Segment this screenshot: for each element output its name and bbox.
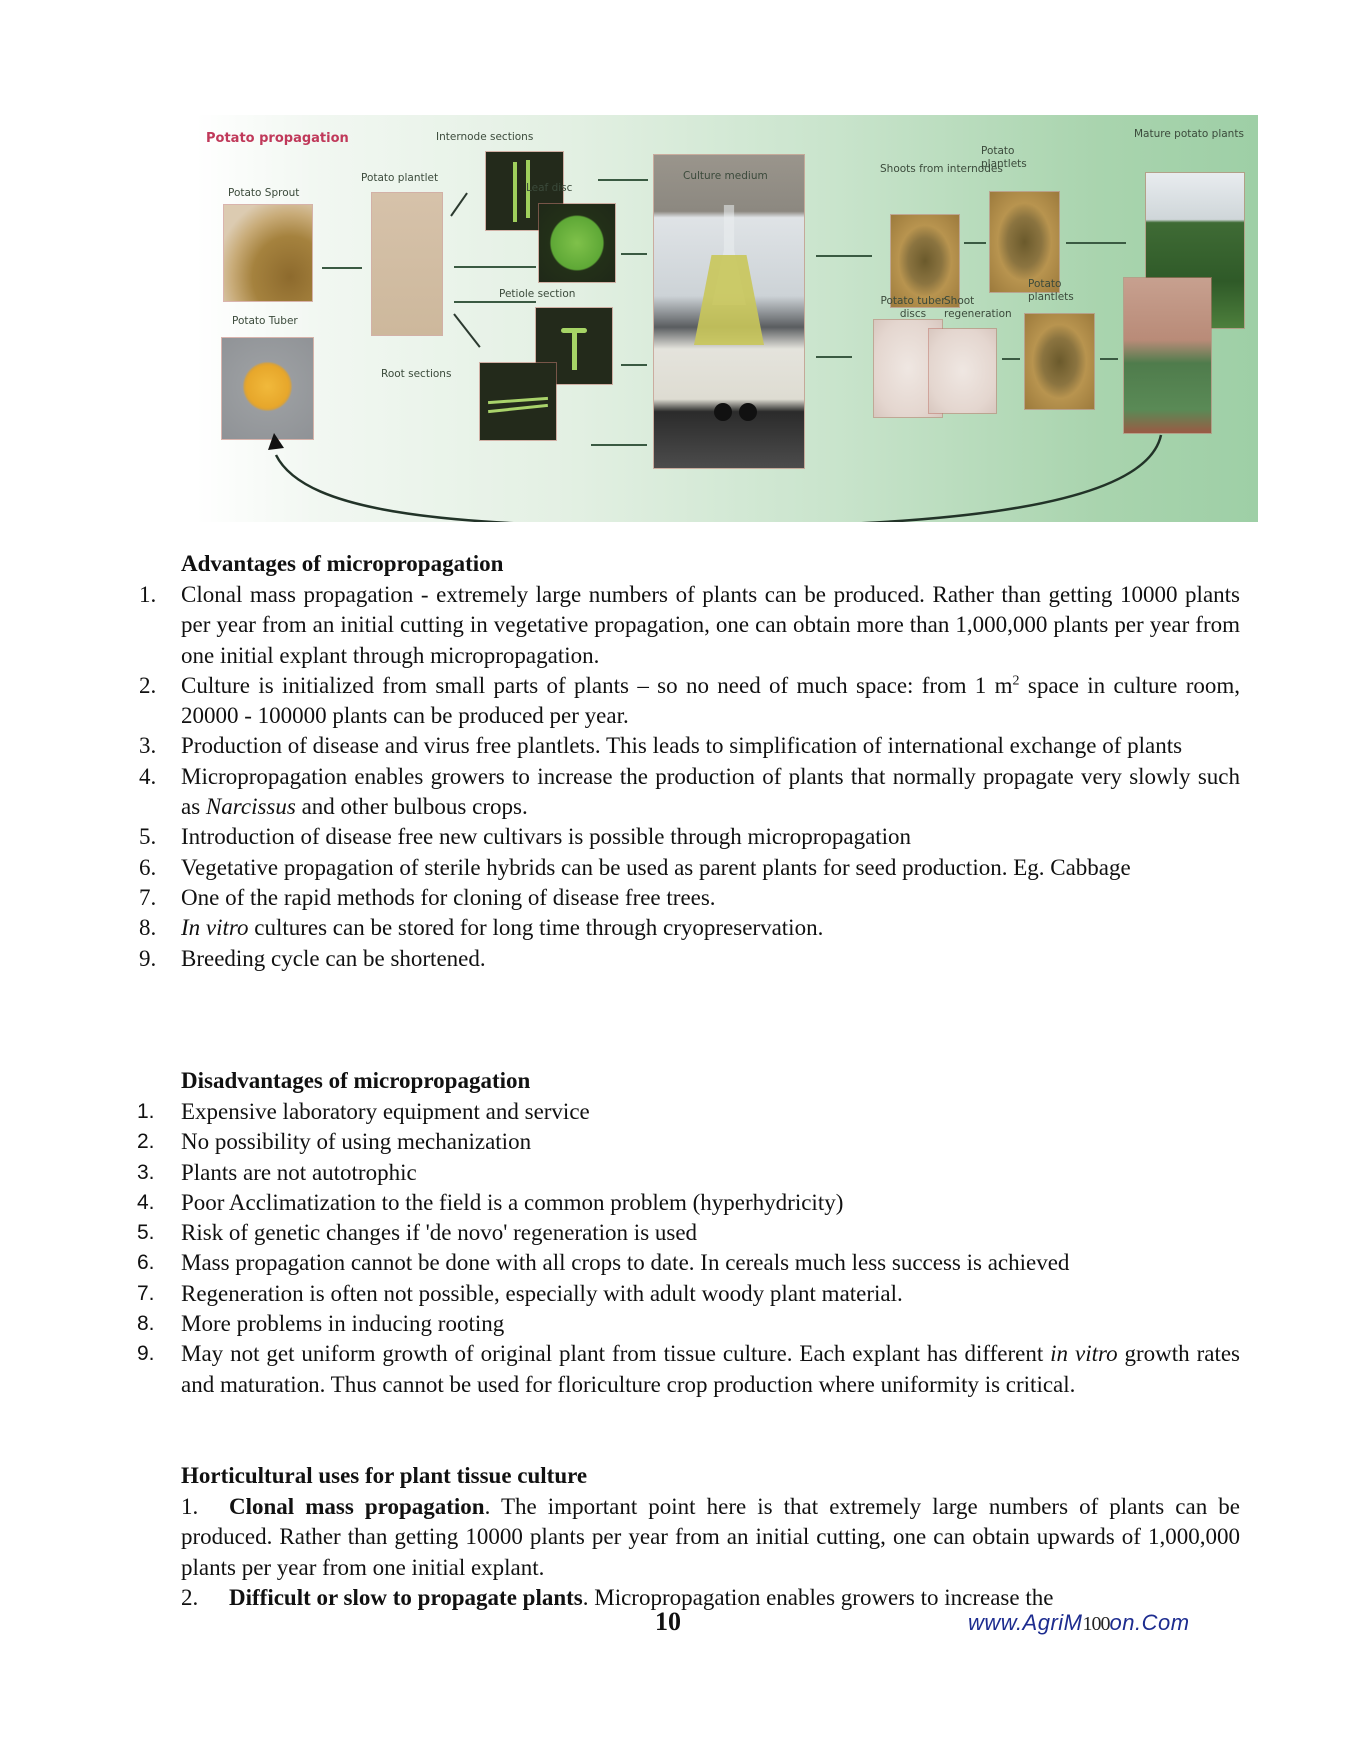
- return-arrow-curve: [276, 435, 1161, 522]
- figure-title: Potato propagation: [206, 131, 349, 146]
- label-leaf-disc: Leaf disc: [526, 182, 573, 194]
- label-potato-plantlets-top: Potato plantlets: [981, 145, 1027, 170]
- list-item: 8. In vitro cultures can be stored for long time through cryopreservation.: [139, 915, 824, 941]
- list-item: 8. More problems in inducing rooting: [137, 1311, 505, 1337]
- list-item: 4. Poor Acclimatization to the field is a common problem (hyperhydricity): [137, 1189, 844, 1215]
- label-potato-tuber-discs: Potato tuber discs: [880, 295, 946, 320]
- website-link[interactable]: www.AgriM100on.Com: [968, 1610, 1190, 1635]
- list-item: 3. Plants are not autotrophic: [137, 1159, 417, 1185]
- list-item: 2. No possibility of using mechanization: [137, 1129, 532, 1155]
- list-item: 1. Clonal mass propagation - extremely large numbers of plants can be produced. Rather than getting 10000 plants per year from an initial cutting in vegetative propagation, one can obtain more than 1,000,000 plants per year from one initial explant through micropropagation.: [139, 582, 1240, 668]
- list-item: 9. Breeding cycle can be shortened.: [139, 945, 486, 971]
- advantages-heading: Advantages of micropropagation: [181, 551, 504, 576]
- disadvantages-heading: Disadvantages of micropropagation: [181, 1068, 531, 1093]
- label-potato-tuber: Potato Tuber: [232, 315, 298, 327]
- list-item: 2. Culture is initialized from small parts of plants – so no need of much space: from 1 $m^2$ space in culture room, 20000 - 100000 plants can be produced per year.: [139, 672, 1240, 729]
- page-number: 10: [655, 1607, 681, 1636]
- label-potato-sprout: Potato Sprout: [228, 187, 300, 199]
- advantages-list: [0, 580, 1240, 974]
- list-item: 7. One of the rapid methods for cloning of disease free trees.: [139, 884, 716, 910]
- potato-propagation-figure: [196, 115, 1258, 522]
- list-item: 6. Vegetative propagation of sterile hybrids can be used as parent plants for seed production. Eg. Cabbage: [139, 854, 1131, 880]
- list-item: 4. Micropropagation enables growers to increase the production of plants that normally propagate very slowly such as Narcissus and other bulbous crops.: [139, 763, 1240, 820]
- label-mature-potato-plants: Mature potato plants: [1134, 128, 1244, 140]
- cycle-return-arrow: [196, 115, 1258, 522]
- list-item: 5. Risk of genetic changes if 'de novo' regeneration is used: [137, 1220, 698, 1246]
- list-item: 5. Introduction of disease free new cultivars is possible through micropropagation: [139, 824, 912, 850]
- disadvantages-list: [0, 1097, 1240, 1400]
- label-internode-sections: Internode sections: [436, 131, 534, 143]
- label-potato-plantlet: Potato plantlet: [361, 172, 439, 184]
- list-item: 7. Regeneration is often not possible, especially with adult woody plant material.: [137, 1280, 903, 1306]
- horticultural-item: 1. Clonal mass propagation. The important point here is that extremely large numbers of plants can be produced. Rather than getting 10000 plants per year from an initial cutting, one can obtain upwards of 1,000,000 plants per year from one initial explant.: [181, 1494, 1240, 1580]
- arrowhead-icon: [268, 433, 284, 450]
- list-item: 9. May not get uniform growth of original plant from tissue culture. Each explant has different in vitro growth rates and maturation. Thus cannot be used for floriculture crop production where uniformity is critical.: [137, 1341, 1240, 1397]
- list-item: 6. Mass propagation cannot be done with all crops to date. In cereals much less success is achieved: [137, 1250, 1070, 1276]
- list-item: 1. Expensive laboratory equipment and service: [137, 1099, 590, 1124]
- label-potato-plantlets-bottom: Potato plantlets: [1028, 278, 1074, 303]
- label-shoots-from-internodes: Shoots from internodes: [880, 163, 1003, 175]
- label-culture-medium: Culture medium: [683, 170, 768, 182]
- label-root-sections: Root sections: [381, 368, 452, 380]
- label-petiole-section: Petiole section: [499, 288, 576, 300]
- horticultural-heading: Horticultural uses for plant tissue culture: [181, 1463, 588, 1488]
- list-item: 3. Production of disease and virus free plantlets. This leads to simplification of international exchange of plants: [139, 733, 1183, 759]
- horticultural-item: 2. Difficult or slow to propagate plants. Micropropagation enables growers to increase the: [181, 1585, 1054, 1610]
- label-shoot-regeneration: Shoot regeneration: [944, 295, 1012, 320]
